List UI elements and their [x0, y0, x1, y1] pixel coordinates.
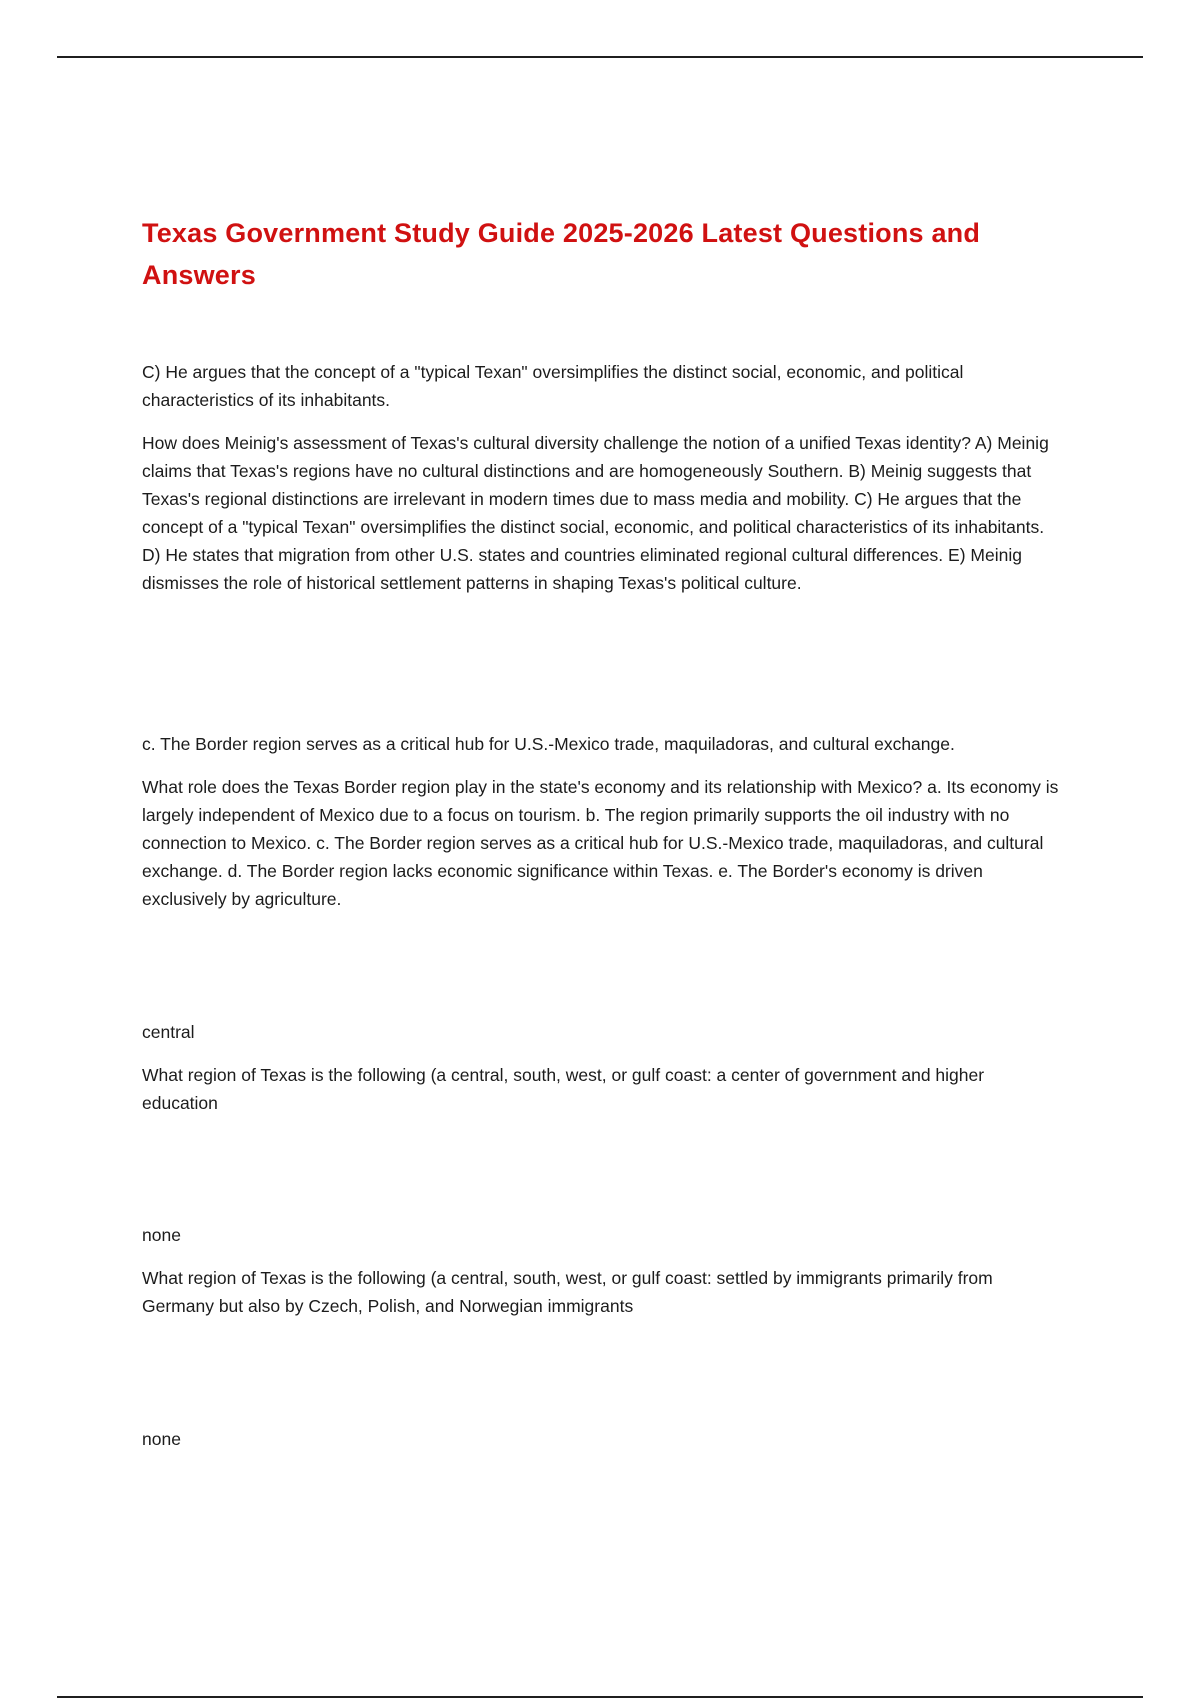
answer-text: none	[142, 1225, 181, 1245]
document-body	[142, 212, 1062, 1449]
qa-item-5	[142, 1425, 1062, 1468]
question-text: What region of Texas is the following (a central, south, west, or gulf coast: a center of government and higher education	[142, 1065, 985, 1113]
qa-item-4	[142, 1221, 1062, 1320]
qa-item-2	[142, 730, 1062, 913]
question-text: What region of Texas is the following (a central, south, west, or gulf coast: settled by immigrants primarily from Germany but also by Czech, Polish, and Norwegian immigrants	[142, 1268, 993, 1316]
answer-text: c. The Border region serves as a critical hub for U.S.-Mexico trade, maquiladoras, and cultural exchange.	[142, 734, 955, 754]
qa-item-1	[142, 358, 1062, 597]
document-title: Texas Government Study Guide 2025-2026 Latest Questions and Answers	[142, 218, 981, 290]
qa-item-3	[142, 1018, 1062, 1117]
answer-text: none	[142, 1429, 181, 1449]
bottom-rule	[57, 1696, 1143, 1698]
top-rule	[57, 56, 1143, 58]
question-text: How does Meinig's assessment of Texas's cultural diversity challenge the notion of a unified Texas identity? A) Meinig claims that Texas's regions have no cultural distinctions and are homogeneously Southern. B) Meinig suggests that Texas's regional distinctions are irrelevant in modern times due to mass media and mobility. C) He argues that the concept of a "typical Texan" oversimplifies the distinct social, economic, and political characteristics of its inhabitants. D) He states that migration from other U.S. states and countries eliminated regional cultural differences. E) Meinig dismisses the role of historical settlement patterns in shaping Texas's political culture.	[142, 433, 1049, 593]
answer-text: central	[142, 1022, 195, 1042]
question-text: What role does the Texas Border region play in the state's economy and its relationship with Mexico? a. Its economy is largely independent of Mexico due to a focus on tourism. b. The region primarily supports the oil industry with no connection to Mexico. c. The Border region serves as a critical hub for U.S.-Mexico trade, maquiladoras, and cultural exchange. d. The Border region lacks economic significance within Texas. e. The Border's economy is driven exclusively by agriculture.	[142, 777, 1059, 909]
answer-text: C) He argues that the concept of a "typical Texan" oversimplifies the distinct social, economic, and political characteristics of its inhabitants.	[142, 362, 964, 410]
